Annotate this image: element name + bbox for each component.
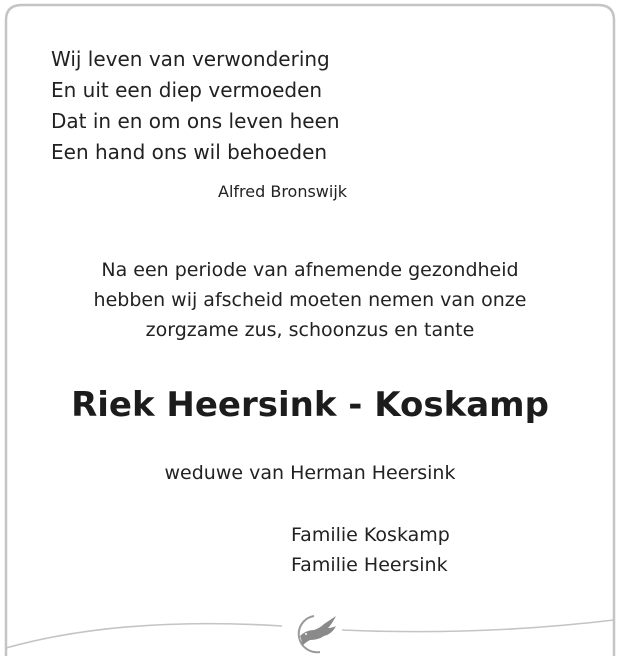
poem-line: Een hand ons wil behoeden: [51, 140, 328, 164]
announcement-line: hebben wij afscheid moeten nemen van onze: [93, 289, 527, 311]
deceased-relation: weduwe van Herman Heersink: [164, 462, 456, 484]
poem-line: Dat in en om ons leven heen: [51, 109, 340, 133]
bottom-wave-right: [342, 620, 614, 632]
announcement-line: zorgzame zus, schoonzus en tante: [145, 319, 475, 341]
poem-line: Wij leven van verwondering: [51, 47, 330, 71]
dove-icon: [284, 606, 340, 656]
signatory: Familie Koskamp: [291, 524, 450, 546]
bottom-wave-left: [6, 624, 282, 648]
announcement-line: Na een periode van afnemende gezondheid: [101, 259, 519, 281]
deceased-name: Riek Heersink - Koskamp: [71, 385, 549, 425]
poem-line: En uit een diep vermoeden: [51, 78, 323, 102]
poem-author: Alfred Bronswijk: [218, 182, 348, 201]
signatory: Familie Heersink: [291, 554, 448, 576]
